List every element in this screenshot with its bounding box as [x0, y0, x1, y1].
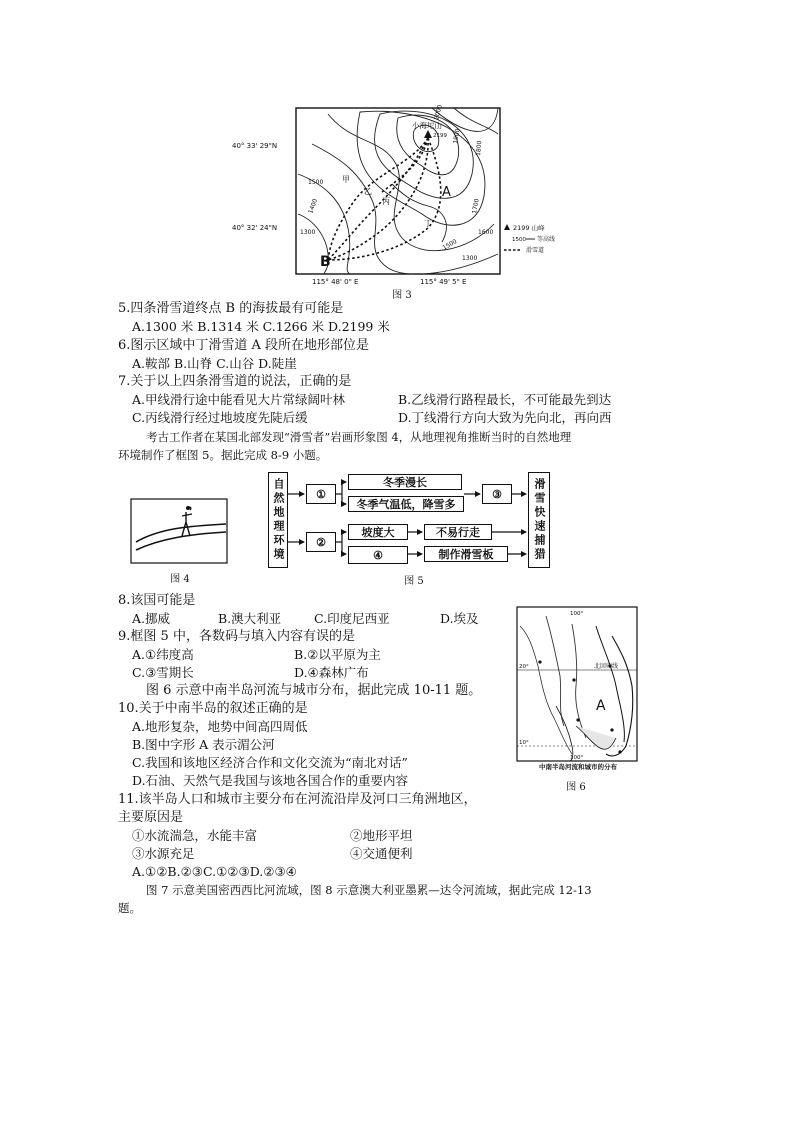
q11-stem-line2: 主要原因是 [118, 810, 184, 825]
q6-stem: 6.图示区域中丁滑雪道 A 段所在地形部位是 [118, 338, 370, 353]
box-3: ③ [482, 484, 512, 504]
contour-label-1400: 1400 [307, 197, 320, 215]
figure-5 [268, 472, 554, 586]
box-make-board: 制作滑雪板 [424, 546, 508, 562]
contour-lines [298, 108, 498, 274]
figure-4-caption: 图 4 [170, 574, 190, 585]
q11-statement-2: ②地形平坦 [350, 828, 413, 843]
q8-option-d: D.埃及 [440, 611, 479, 626]
figure-4-frame [131, 499, 227, 563]
lon-left: 115° 48' 0" E [312, 278, 359, 286]
q11-statement-4: ④交通便利 [350, 846, 413, 861]
rock-art-drawing [130, 498, 228, 564]
q11-stem-line1: 11.该半岛人口和城市主要分布在河流沿岸及河口三角洲地区， [118, 792, 477, 807]
q9-stem: 9.框图 5 中，各数码与填入内容有误的是 [118, 629, 355, 644]
box-hard-walk: 不易行走 [424, 524, 492, 540]
lon-right: 115° 49' 5" E [420, 278, 467, 286]
lat-bottom: 40° 32' 24"N [232, 224, 278, 232]
q11-statement-1: ①水流湍急，水能丰富 [132, 828, 258, 843]
ski-hunting-box: 滑雪快速捕猎 [528, 472, 550, 568]
legend-peak: 2199 山峰 [513, 224, 545, 232]
q7-option-c: C.丙线滑行经过地坡度先陡后缓 [132, 410, 308, 425]
box-1: ① [306, 484, 336, 504]
contour-label-1700: 1700 [471, 198, 481, 215]
intro-12-13-line2: 题。 [118, 901, 141, 915]
figure-6-caption: 图 6 [566, 782, 586, 793]
q7-option-b: B.乙线滑行路程最长，不可能最先到达 [398, 392, 612, 407]
legend-peak-icon [504, 224, 510, 230]
q10-option-a: A.地形复杂，地势中间高四周低 [132, 719, 308, 734]
contour-label-1300-left: 1300 [300, 229, 316, 236]
trail-label-ding: 丁 [424, 219, 432, 228]
q11-options: A.①②B.②③C.①②③D.②③④ [132, 864, 297, 879]
figure-4 [130, 498, 228, 584]
q9-option-d: D.④森林广布 [294, 665, 369, 680]
indochina-map [516, 606, 650, 776]
q10-option-d: D.石油、天然气是我国与该地各国合作的重要内容 [132, 773, 409, 788]
box-4: ④ [348, 546, 408, 564]
q7-option-d: D.丁线滑行方向大致为先向北，再向西 [398, 410, 612, 425]
intro-10-11: 图 6 示意中南半岛河流与城市分布，据此完成 10-11 题。 [146, 683, 482, 698]
trail-label-bing: 丙 [382, 197, 390, 206]
contour-map [232, 104, 562, 300]
legend-trail: 滑雪道 [526, 247, 545, 254]
fig6-lat-top: 20° [519, 664, 529, 670]
fig6-label-A: A [596, 698, 606, 714]
figure-6-title: 中南半岛河流和城市的分布 [539, 763, 617, 771]
legend-contour: 等高线 [537, 236, 556, 243]
q11-statement-3: ③水源充足 [132, 846, 195, 861]
q9-option-a: A.①纬度高 [132, 647, 194, 662]
figure-6-frame [517, 607, 637, 761]
contour-label-1500: 1500 [308, 179, 324, 186]
q10-stem: 10.关于中南半岛的叙述正确的是 [118, 701, 308, 716]
peak-marker [424, 130, 432, 138]
q7-option-a: A.甲线滑行途中能看见大片常绿阔叶林 [132, 392, 346, 407]
q5-stem: 5.四条滑雪道终点 B 的海拔最有可能是 [118, 301, 344, 316]
peak-elevation: 2199 [433, 133, 447, 139]
figure-3-caption: 图 3 [392, 290, 412, 301]
q10-option-b: B.图中字形 A 表示湄公河 [132, 737, 275, 752]
point-label-B: B [320, 254, 331, 270]
box-winter-long: 冬季漫长 [348, 474, 462, 490]
fig6-lon-bottom: 100° [570, 755, 584, 761]
intro-8-9-line2: 环境制作了框图 5。据此完成 8-9 小题。 [118, 448, 328, 462]
q5-options: A.1300 米 B.1314 米 C.1266 米 D.2199 米 [132, 319, 390, 334]
q8-stem: 8.该国可能是 [118, 593, 196, 608]
q7-stem: 7.关于以上四条滑雪道的说法，正确的是 [118, 374, 352, 389]
point-label-A: A [442, 185, 451, 200]
intro-8-9-line1: 考古工作者在某国北部发现“滑雪者”岩画形象图 4，从地理视角推断当时的自然地理 [146, 430, 572, 444]
figure-5-caption: 图 5 [404, 576, 424, 587]
peak-name: 小海坨山 [412, 121, 442, 130]
q8-option-c: C.印度尼西亚 [314, 611, 390, 626]
q9-option-c: C.③雪期长 [132, 665, 194, 680]
lat-top: 40° 33' 29"N [232, 142, 278, 150]
contour-label-1900: 1900 [452, 128, 462, 145]
box-slope: 坡度大 [348, 524, 408, 540]
natural-environment-box: 自然地理环境 [268, 472, 288, 568]
q10-option-c: C.我国和该地区经济合作和文化交流为“南北对话” [132, 755, 408, 770]
fig6-tropic-label: 北回归线 [594, 663, 619, 670]
contour-label-1300-right: 1300 [462, 255, 478, 262]
box-2: ② [306, 532, 336, 552]
trail-label-yi: 乙 [364, 187, 372, 196]
q9-option-b: B.②以平原为主 [294, 647, 381, 662]
contour-label-1800: 1800 [475, 140, 484, 157]
fig6-lon-top: 100° [570, 611, 584, 617]
intro-12-13-line1: 图 7 示意美国密西西比河流域，图 8 示意澳大利亚墨累—达令河流域，据此完成 12-13 [146, 883, 592, 897]
contour-label-1500-b: 1500 [441, 238, 459, 252]
figure-6 [516, 606, 650, 792]
fig6-lat-bottom: 10° [519, 740, 529, 746]
figure-3 [232, 104, 562, 300]
q8-option-a: A.挪威 [132, 611, 171, 626]
q6-options: A.鞍部 B.山脊 C.山谷 D.陡崖 [132, 356, 297, 371]
contour-label-1600: 1600 [478, 229, 494, 236]
legend-contour-sample: 1500 [512, 237, 526, 243]
box-winter-cold: 冬季气温低，降雪多 [348, 496, 464, 512]
trail-label-jia: 甲 [342, 175, 350, 184]
q8-option-b: B.澳大利亚 [218, 611, 282, 626]
contour-label-2000: 2000 [433, 104, 444, 121]
